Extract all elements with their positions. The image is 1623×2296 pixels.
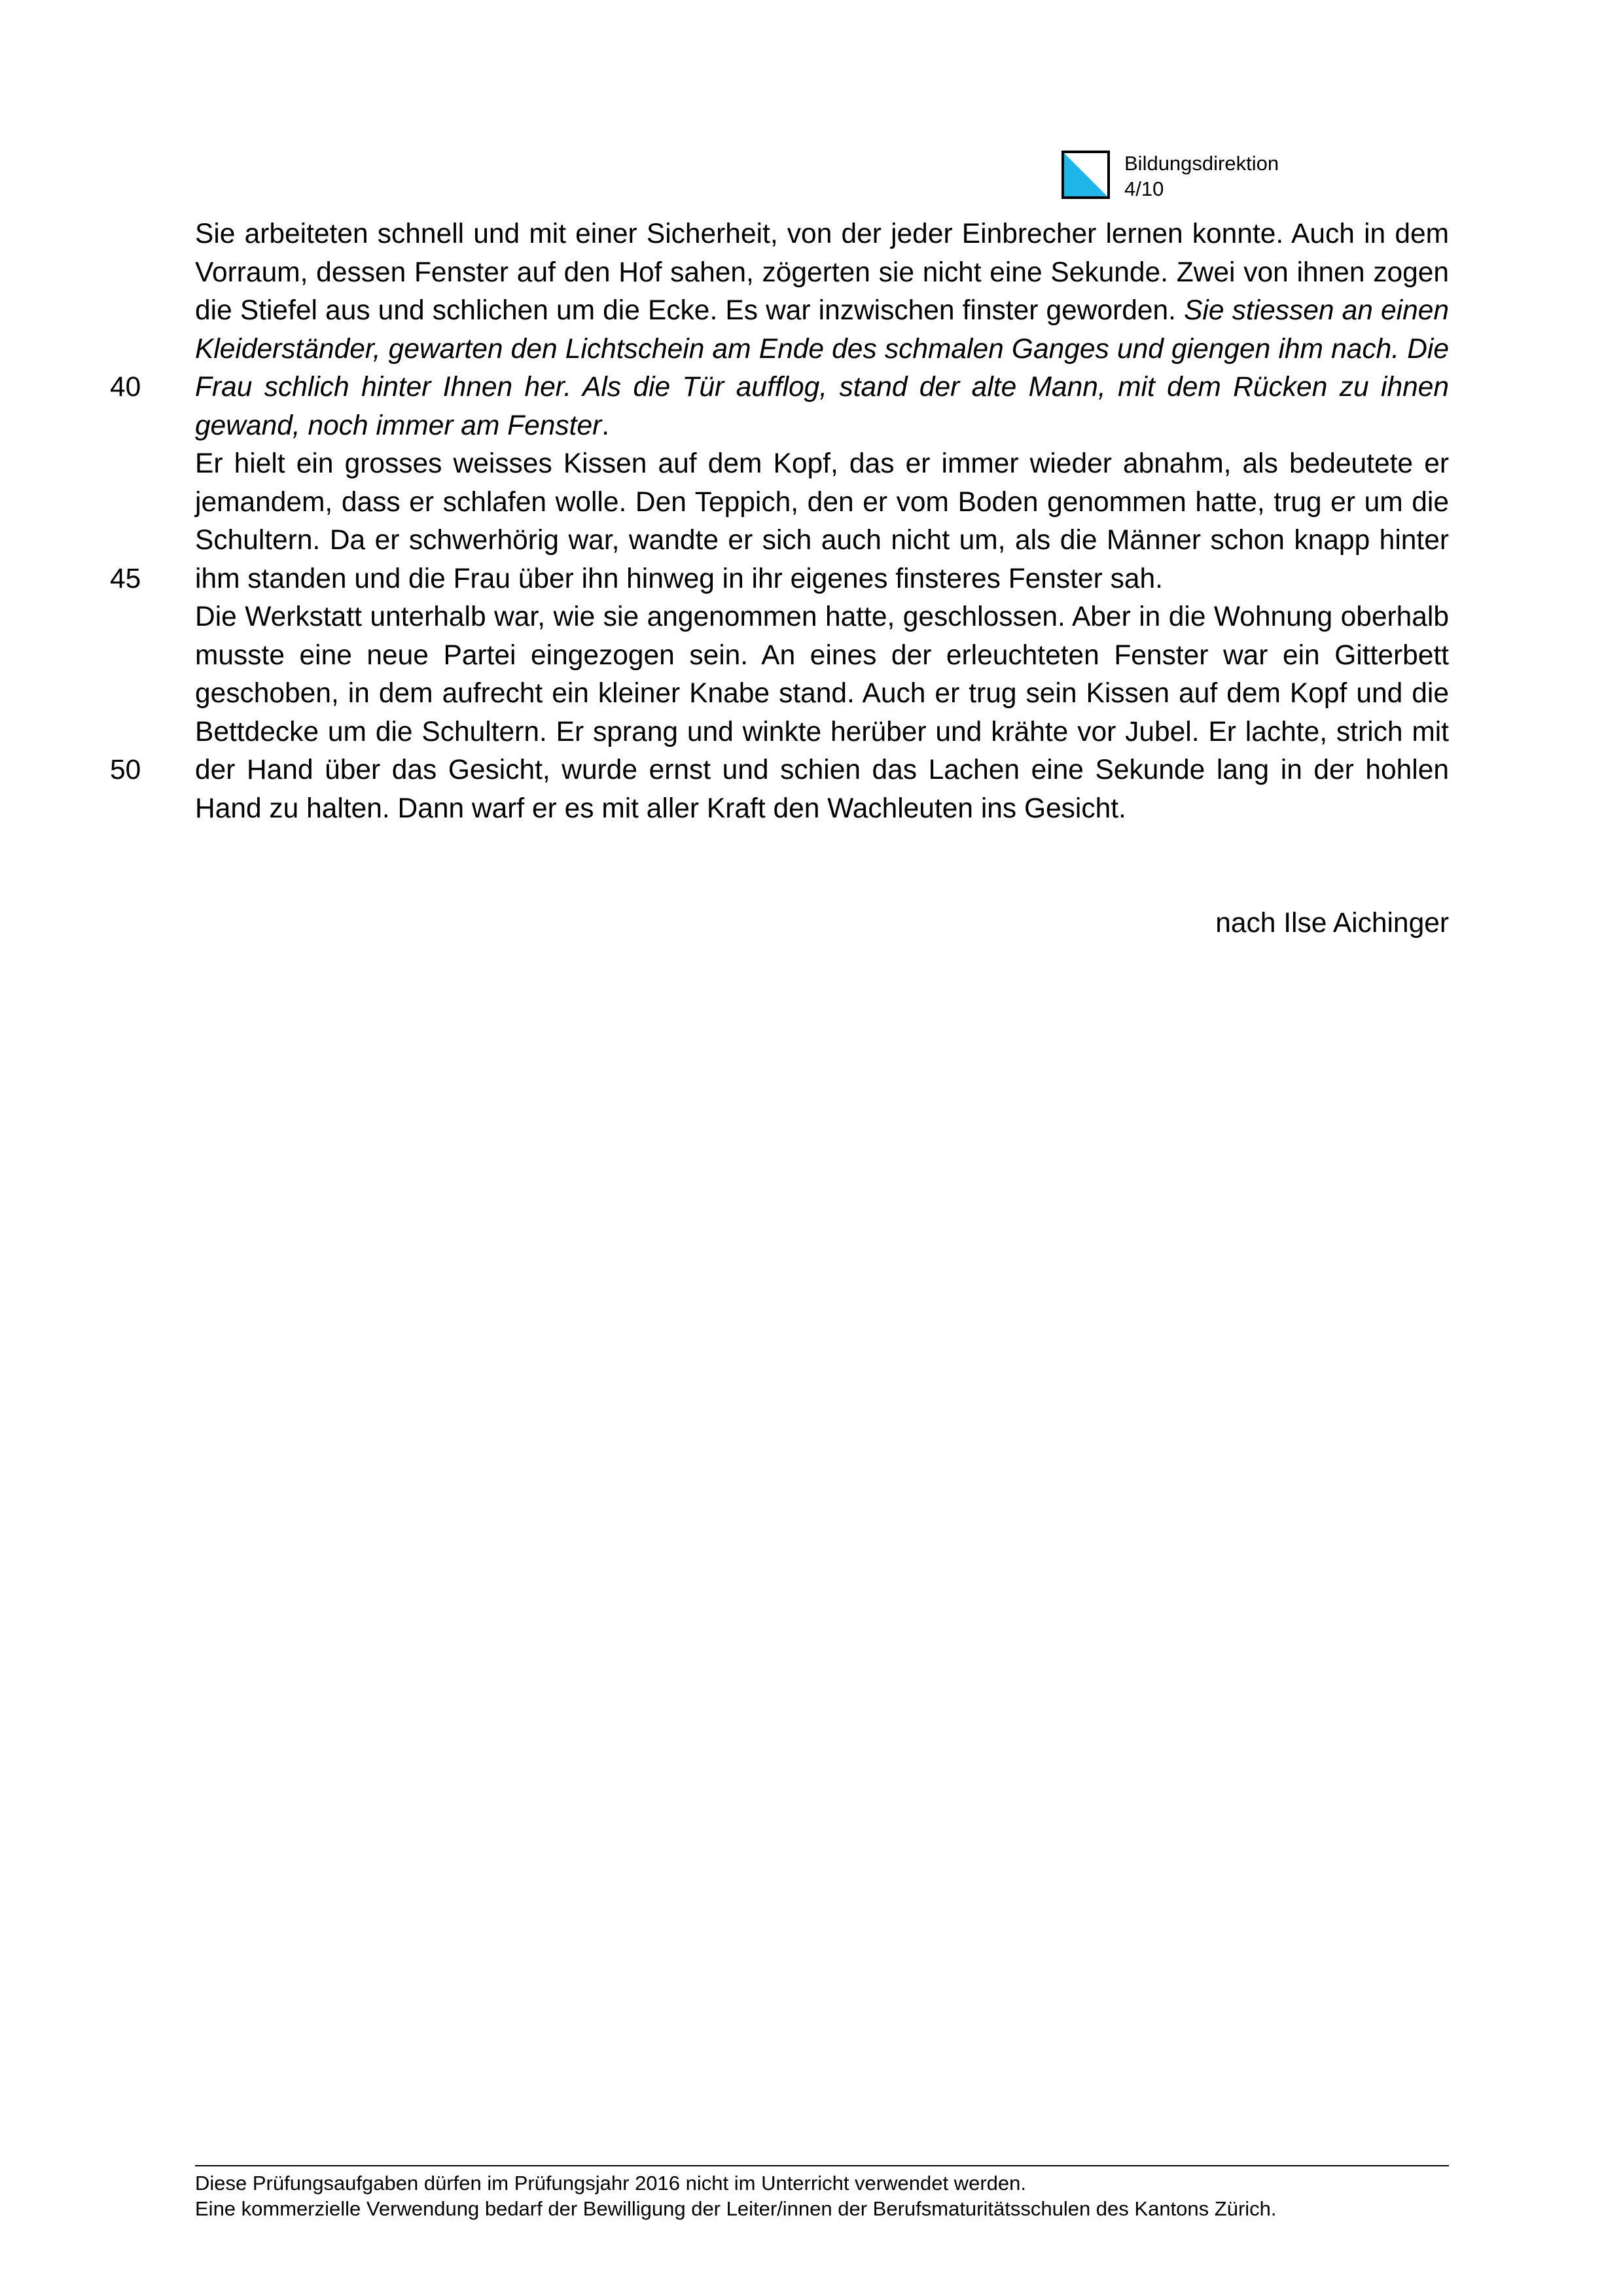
paragraph-1-normal: Sie arbeiteten schnell und mit einer Sicherheit, von der jeder Einbrecher lernen konnte. Auch in dem Vorraum, dessen Fenster auf den Hof sahen, zögerten sie nicht eine Sekunde. Zwei von ihnen zogen die Stiefel aus und schlichen um die Ecke. Es war inzwischen finster geworden. <box>195 219 1449 326</box>
line-number-45: 45 <box>110 564 141 594</box>
story-text <box>195 215 1449 828</box>
paragraph-3: Die Werkstatt unterhalb war, wie sie angenommen hatte, geschlossen. Aber in die Wohnung oberhalb musste eine neue Partei eingezogen sein. An eines der erleuchteten Fenster war ein Gitterbett geschoben, in dem aufrecht ein kleiner Knabe stand. Auch er trug sein Kissen auf dem Kopf und die Bettdecke um die Schultern. Er sprang und winkte herüber und krähte vor Jubel. Er lachte, strich mit der Hand über das Gesicht, wurde ernst und schien das Lachen eine Sekunde lang in der hohlen Hand zu halten. Dann warf er es mit aller Kraft den Wachleuten ins Gesicht. <box>195 601 1449 824</box>
paragraph-1-tail: . <box>601 410 610 441</box>
paragraph-1-italic: Sie stiessen an einen Kleiderständer, gewarten den Lichtschein am Ende des schmalen Ganges und giengen ihm nach. Die Frau schlich hinter Ihnen her. Als die Tür aufflog, stand der alte Mann, mit dem Rücken zu ihnen gewand, noch immer am Fenster <box>195 295 1449 441</box>
canton-zurich-logo <box>1061 151 1110 199</box>
line-number-50: 50 <box>110 755 141 785</box>
page-number: 4/10 <box>1124 177 1164 200</box>
page-footer <box>195 2170 1277 2221</box>
author-attribution: nach Ilse Aichinger <box>1215 908 1449 939</box>
footer-divider <box>195 2165 1449 2166</box>
line-number-40: 40 <box>110 372 141 403</box>
footer-notice-2: Eine kommerzielle Verwendung bedarf der Bewilligung der Leiter/innen der Berufsmaturitätsschulen des Kantons Zürich. <box>195 2197 1277 2220</box>
paragraph-2: Er hielt ein grosses weisses Kissen auf dem Kopf, das er immer wieder abnahm, als bedeutete er jemandem, dass er schlafen wolle. Den Teppich, den er vom Boden genommen hatte, trug er um die Schultern. Da er schwerhörig war, wandte er sich auch nicht um, als die Männer schon knapp hinter ihm standen und die Frau über ihn hinweg in ihr eigenes finsteres Fenster sah. <box>195 448 1449 594</box>
paragraph-1 <box>195 215 1449 445</box>
department-name: Bildungsdirektion <box>1124 152 1279 175</box>
footer-notice-1: Diese Prüfungsaufgaben dürfen im Prüfungsjahr 2016 nicht im Unterricht verwendet werden. <box>195 2172 1026 2195</box>
page-header <box>1061 151 1402 203</box>
